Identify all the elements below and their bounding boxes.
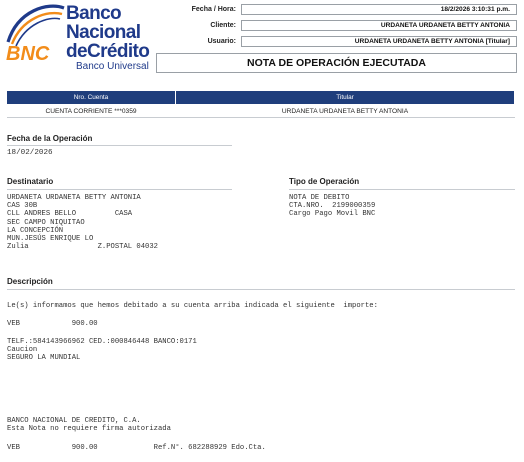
holder-header: Titular [176, 91, 515, 105]
recipient-line: URDANETA URDANETA BETTY ANTONIA [7, 194, 141, 202]
operation-date-value: 18/02/2026 [7, 149, 53, 157]
account-number-header: Nro. Cuenta [7, 91, 176, 105]
bank-name-line-1: Banco [66, 3, 122, 24]
recipient-line: Zulia Z.POSTAL 04032 [7, 243, 158, 252]
detail-line: SEGURO LA MUNDIAL [7, 354, 81, 363]
recipient-line: LA CONCEPCIÓN [7, 226, 64, 235]
operation-type-line: CTA.NRO. 2199000359 [289, 202, 376, 211]
description-intro: Le(s) informamos que hemos debitado a su cuenta arriba indicada el siguiente importe: [7, 302, 378, 310]
operation-type-line: Cargo Pago Movil BNC [289, 210, 376, 219]
account-table [6, 90, 515, 118]
account-number-cell: CUENTA CORRIENTE ***0359 [7, 105, 176, 118]
detail-line: Caucion [7, 346, 38, 355]
logo-abbr: BNC [6, 43, 50, 65]
operation-type-line: NOTA DE DEBITO [289, 194, 350, 202]
bank-tagline: Banco Universal [76, 61, 149, 72]
recipient-line: CAS 30B [7, 202, 38, 211]
logo-swoosh-icon [4, 2, 68, 66]
footer-line: Esta Nota no requiere firma autorizada [7, 425, 171, 434]
footer-line: BANCO NACIONAL DE CREDITO, C.A. [7, 417, 141, 425]
amount-line: VEB 900.00 [7, 320, 98, 328]
bank-name-line-3: deCrédito [66, 41, 150, 62]
divider [289, 189, 515, 190]
recipient-line: CLL ANDRES BELLO CASA [7, 210, 133, 219]
document-title: NOTA DE OPERACIÓN EJECUTADA [156, 53, 517, 73]
recipient-line: SEC CAMPO NIQUITAO [7, 218, 85, 227]
bank-name-line-2: Nacional [66, 22, 141, 43]
user-label: Usuario: [207, 38, 236, 45]
client-value: URDANETA URDANETA BETTY ANTONIA [241, 20, 517, 31]
detail-line: TELF.:584143966962 CED.:000846448 BANCO:0171 [7, 338, 197, 346]
description-details [7, 338, 197, 363]
holder-cell: URDANETA URDANETA BETTY ANTONIA [176, 105, 515, 118]
footer-notes [7, 417, 171, 433]
operation-date-title: Fecha de la Operación [7, 134, 93, 143]
date-value: 18/2/2026 3:10:31 p.m. [241, 4, 517, 15]
divider [7, 289, 515, 290]
description-title: Descripción [7, 277, 53, 286]
client-label: Cliente: [210, 22, 236, 29]
divider [7, 189, 232, 190]
recipient-line: MUN.JESÚS ENRIQUE LO [7, 235, 94, 244]
operation-type-details [289, 194, 375, 219]
date-label: Fecha / Hora: [191, 6, 236, 13]
recipient-title: Destinatario [7, 177, 54, 186]
table-row [7, 105, 515, 118]
divider [7, 145, 232, 146]
user-value: URDANETA URDANETA BETTY ANTONIA [Titular] [241, 36, 517, 47]
operation-type-title: Tipo de Operación [289, 177, 360, 186]
bank-logo [4, 2, 154, 72]
bank-name [66, 4, 149, 61]
final-amount-reference: VEB 900.00 Ref.N°. 682288929 Edo.Cta. [7, 444, 266, 452]
recipient-address [7, 194, 158, 251]
